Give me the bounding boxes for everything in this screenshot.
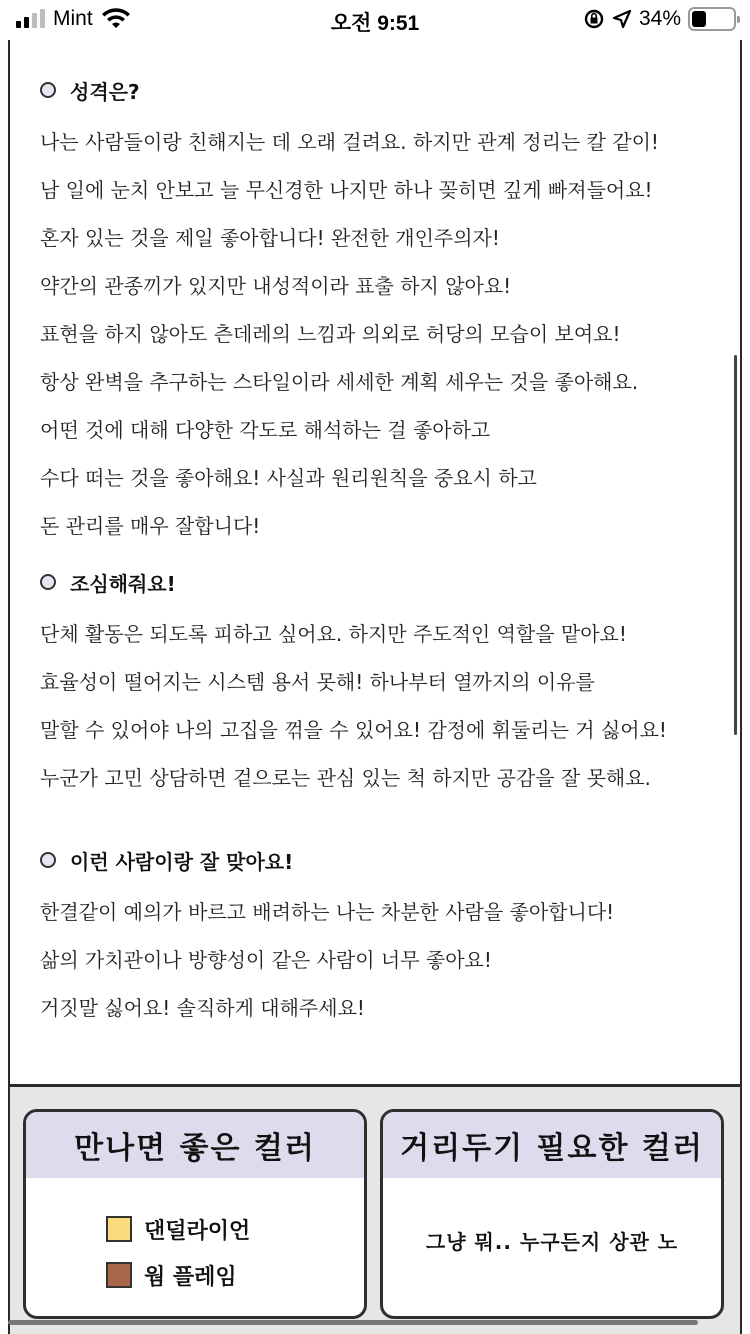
section-title: 성격은? bbox=[70, 79, 140, 104]
section-text bbox=[40, 118, 730, 550]
text-line: 한결같이 예의가 바르고 배려하는 나는 차분한 사람을 좋아합니다! bbox=[40, 900, 615, 924]
circle-bullet-icon bbox=[40, 574, 56, 590]
text-line: 효율성이 떨어지는 시스템 용서 못해! 하나부터 열까지의 이유를 bbox=[40, 670, 595, 694]
text-line: 말할 수 있어야 나의 고집을 꺾을 수 있어요! 감정에 휘둘리는 거 싫어요! bbox=[40, 718, 667, 742]
status-right bbox=[583, 7, 736, 31]
section-personality bbox=[40, 70, 730, 550]
text-line: 누군가 고민 상담하면 겉으로는 관심 있는 척 하지만 공감을 잘 못해요. bbox=[40, 766, 651, 790]
text-line: 혼자 있는 것을 제일 좋아합니다! 완전한 개인주의자! bbox=[40, 226, 500, 250]
content-card[interactable] bbox=[8, 40, 742, 1086]
text-line: 약간의 관종끼가 있지만 내성적이라 표출 하지 않아요! bbox=[40, 274, 512, 298]
battery-percent: 34% bbox=[638, 7, 681, 30]
battery-icon bbox=[688, 7, 736, 31]
section-header bbox=[40, 70, 730, 110]
text-line: 거짓말 싫어요! 솔직하게 대해주세요! bbox=[40, 996, 365, 1020]
color-swatch bbox=[106, 1262, 132, 1288]
text-line: 수다 떠는 것을 좋아해요! 사실과 원리원칙을 중요시 하고 bbox=[40, 466, 537, 490]
horizontal-scroll-indicator[interactable] bbox=[8, 1320, 698, 1325]
status-time: 오전 9:51 bbox=[330, 12, 420, 35]
text-line: 표현을 하지 않아도 츤데레의 느낌과 의외로 허당의 모습이 보여요! bbox=[40, 322, 621, 346]
text-line: 남 일에 눈치 안보고 늘 무신경한 나지만 하나 꽂히면 깊게 빠져들어요! bbox=[40, 178, 653, 202]
section-text bbox=[40, 610, 730, 802]
scroll-indicator[interactable] bbox=[734, 355, 737, 735]
section-header bbox=[40, 840, 730, 880]
section-caution bbox=[40, 562, 730, 802]
text-line: 돈 관리를 매우 잘합니다! bbox=[40, 514, 261, 538]
color-panel bbox=[8, 1084, 742, 1334]
text-line: 항상 완벽을 추구하는 스타일이라 세세한 계획 세우는 것을 좋아해요. bbox=[40, 370, 639, 394]
location-arrow-icon bbox=[612, 9, 632, 29]
good-color-title: 만나면 좋은 컬러 bbox=[26, 1112, 364, 1178]
color-name: 댄덜라이언 bbox=[144, 1218, 251, 1244]
section-text bbox=[40, 888, 730, 1032]
text-line: 삶의 가치관이나 방향성이 같은 사람이 너무 좋아요! bbox=[40, 948, 492, 972]
section-match bbox=[40, 840, 730, 1032]
circle-bullet-icon bbox=[40, 852, 56, 868]
good-color-body bbox=[26, 1178, 364, 1316]
circle-bullet-icon bbox=[40, 82, 56, 98]
bad-color-title: 거리두기 필요한 컬러 bbox=[383, 1112, 721, 1178]
carrier-name: Mint bbox=[53, 7, 93, 30]
battery-fill bbox=[692, 11, 706, 27]
text-line: 나는 사람들이랑 친해지는 데 오래 걸려요. 하지만 관계 정리는 칼 같이! bbox=[40, 130, 659, 154]
color-list bbox=[106, 1206, 250, 1298]
section-title: 조심해줘요! bbox=[70, 571, 176, 596]
color-swatch bbox=[106, 1216, 132, 1242]
rotation-lock-icon bbox=[583, 8, 605, 30]
text-line: 단체 활동은 되도록 피하고 싶어요. 하지만 주도적인 역할을 맡아요! bbox=[40, 622, 627, 646]
bad-color-text: 그냥 뭐.. 누구든지 상관 노 bbox=[425, 1230, 679, 1254]
text-line: 어떤 것에 대해 다양한 각도로 해석하는 걸 좋아하고 bbox=[40, 418, 491, 442]
color-item bbox=[106, 1252, 250, 1298]
bad-color-body bbox=[383, 1178, 721, 1316]
color-item bbox=[106, 1206, 250, 1252]
bad-color-card bbox=[380, 1109, 724, 1319]
good-color-card bbox=[23, 1109, 367, 1319]
status-bar bbox=[0, 0, 750, 40]
color-name: 웜 플레임 bbox=[144, 1264, 237, 1290]
section-title: 이런 사람이랑 잘 맞아요! bbox=[70, 849, 294, 874]
section-header bbox=[40, 562, 730, 602]
